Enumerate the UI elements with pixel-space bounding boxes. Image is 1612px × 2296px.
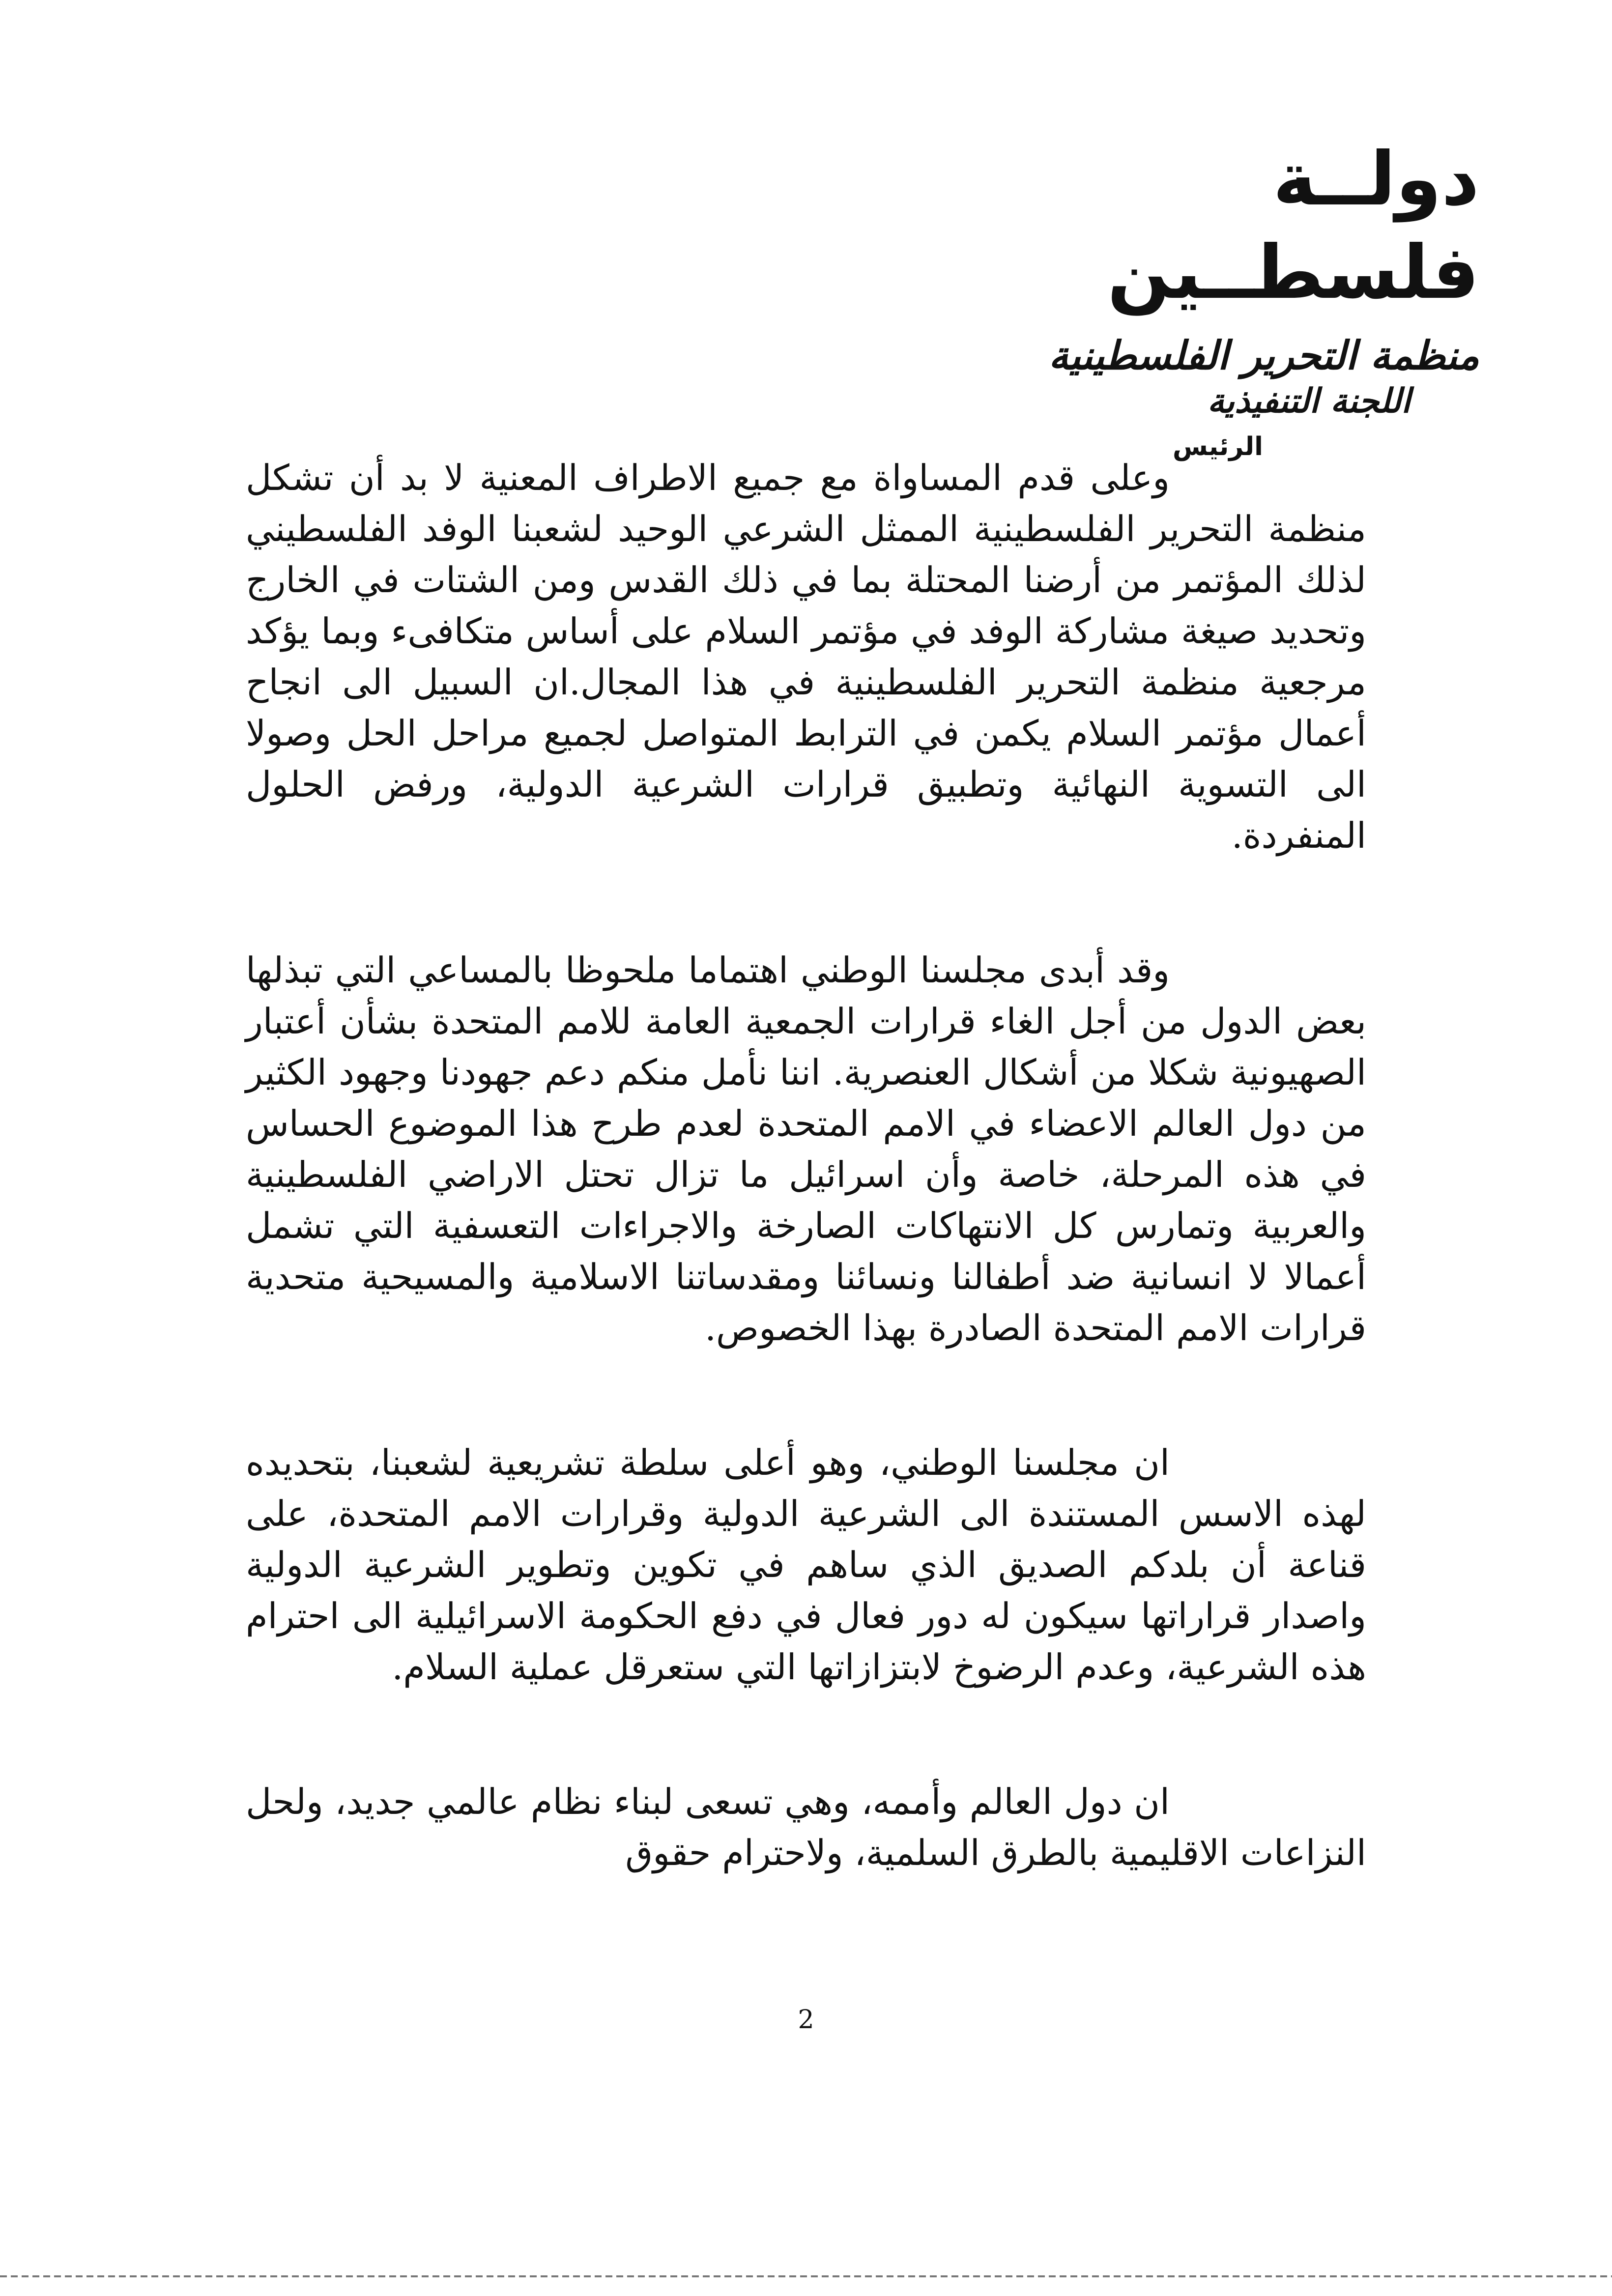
letterhead-organization: منظمة التحرير الفلسطينية (1048, 333, 1479, 378)
paragraph-4: ان دول العالم وأممه، وهي تسعى لبناء نظام عالمي جديد، ولحل النزاعات الاقليمية بالطرق السلمية، ولاحترام حقوق (246, 1781, 1366, 1873)
letterhead-committee: اللجنة التنفيذية (1207, 382, 1410, 421)
page-number: 2 (798, 2005, 814, 2035)
scan-edge-divider (0, 2275, 1612, 2277)
letter-body (246, 452, 1366, 1878)
paragraph-1: وعلى قدم المساواة مع جميع الاطراف المعنية لا بد أن تشكل منظمة التحرير الفلسطينية الممثل الشرعي الوحيد لشعبنا الوفد الفلسطيني لذلك المؤتمر من أرضنا المحتلة بما في ذلك القدس ومن الشتات في الخارج وتحديد صيغة مشاركة الوفد في مؤتمر السلام على أساس متكافىء وبما يؤكد مرجعية منظمة التحرير الفلسطينية في هذا المجال.ان السبيل الى انجاح أعمال مؤتمر السلام يكمن في الترابط المتواصل لجميع مراحل الحل وصولا الى التسوية النهائية وتطبيق قرارات الشرعية الدولية، ورفض الحلول المنفردة. (246, 457, 1366, 856)
paragraph-3: ان مجلسنا الوطني، وهو أعلى سلطة تشريعية لشعبنا، بتحديده لهذه الاسس المستندة الى الشرعية الدولية وقرارات الامم المتحدة، على قناعة أن بلدكم الصديق الذي ساهم في تكوين وتطوير الشرعية الدولية واصدار قراراتها سيكون له دور فعال في دفع الحكومة الاسرائيلية الى احترام هذه الشرعية، وعدم الرضوخ لابتزازاتها التي ستعرقل عملية السلام. (246, 1442, 1366, 1688)
letterhead-state-name: دولــة فلسطــين (1107, 137, 1479, 316)
letterhead-chairman: الرئيس (1173, 432, 1263, 461)
paragraph-2: وقد أبدى مجلسنا الوطني اهتماما ملحوظا بالمساعي التي تبذلها بعض الدول من أجل الغاء قرارات الجمعية العامة للامم المتحدة بشأن أعتبار الصهيونية شكلا من أشكال العنصرية. اننا نأمل منكم دعم جهودنا وجهود الكثير من دول العالم الاعضاء في الامم المتحدة لعدم طرح هذا الموضوع الحساس في هذه المرحلة، خاصة وأن اسرائيل ما تزال تحتل الاراضي الفلسطينية والعربية وتمارس كل الانتهاكات الصارخة والاجراءات التعسفية التي تشمل أعمالا لا انسانية ضد أطفالنا ونسائنا ومقدساتنا الاسلامية والمسيحية متحدية قرارات الامم المتحدة الصادرة بهذا الخصوص. (246, 949, 1366, 1349)
letterhead (890, 133, 1479, 464)
